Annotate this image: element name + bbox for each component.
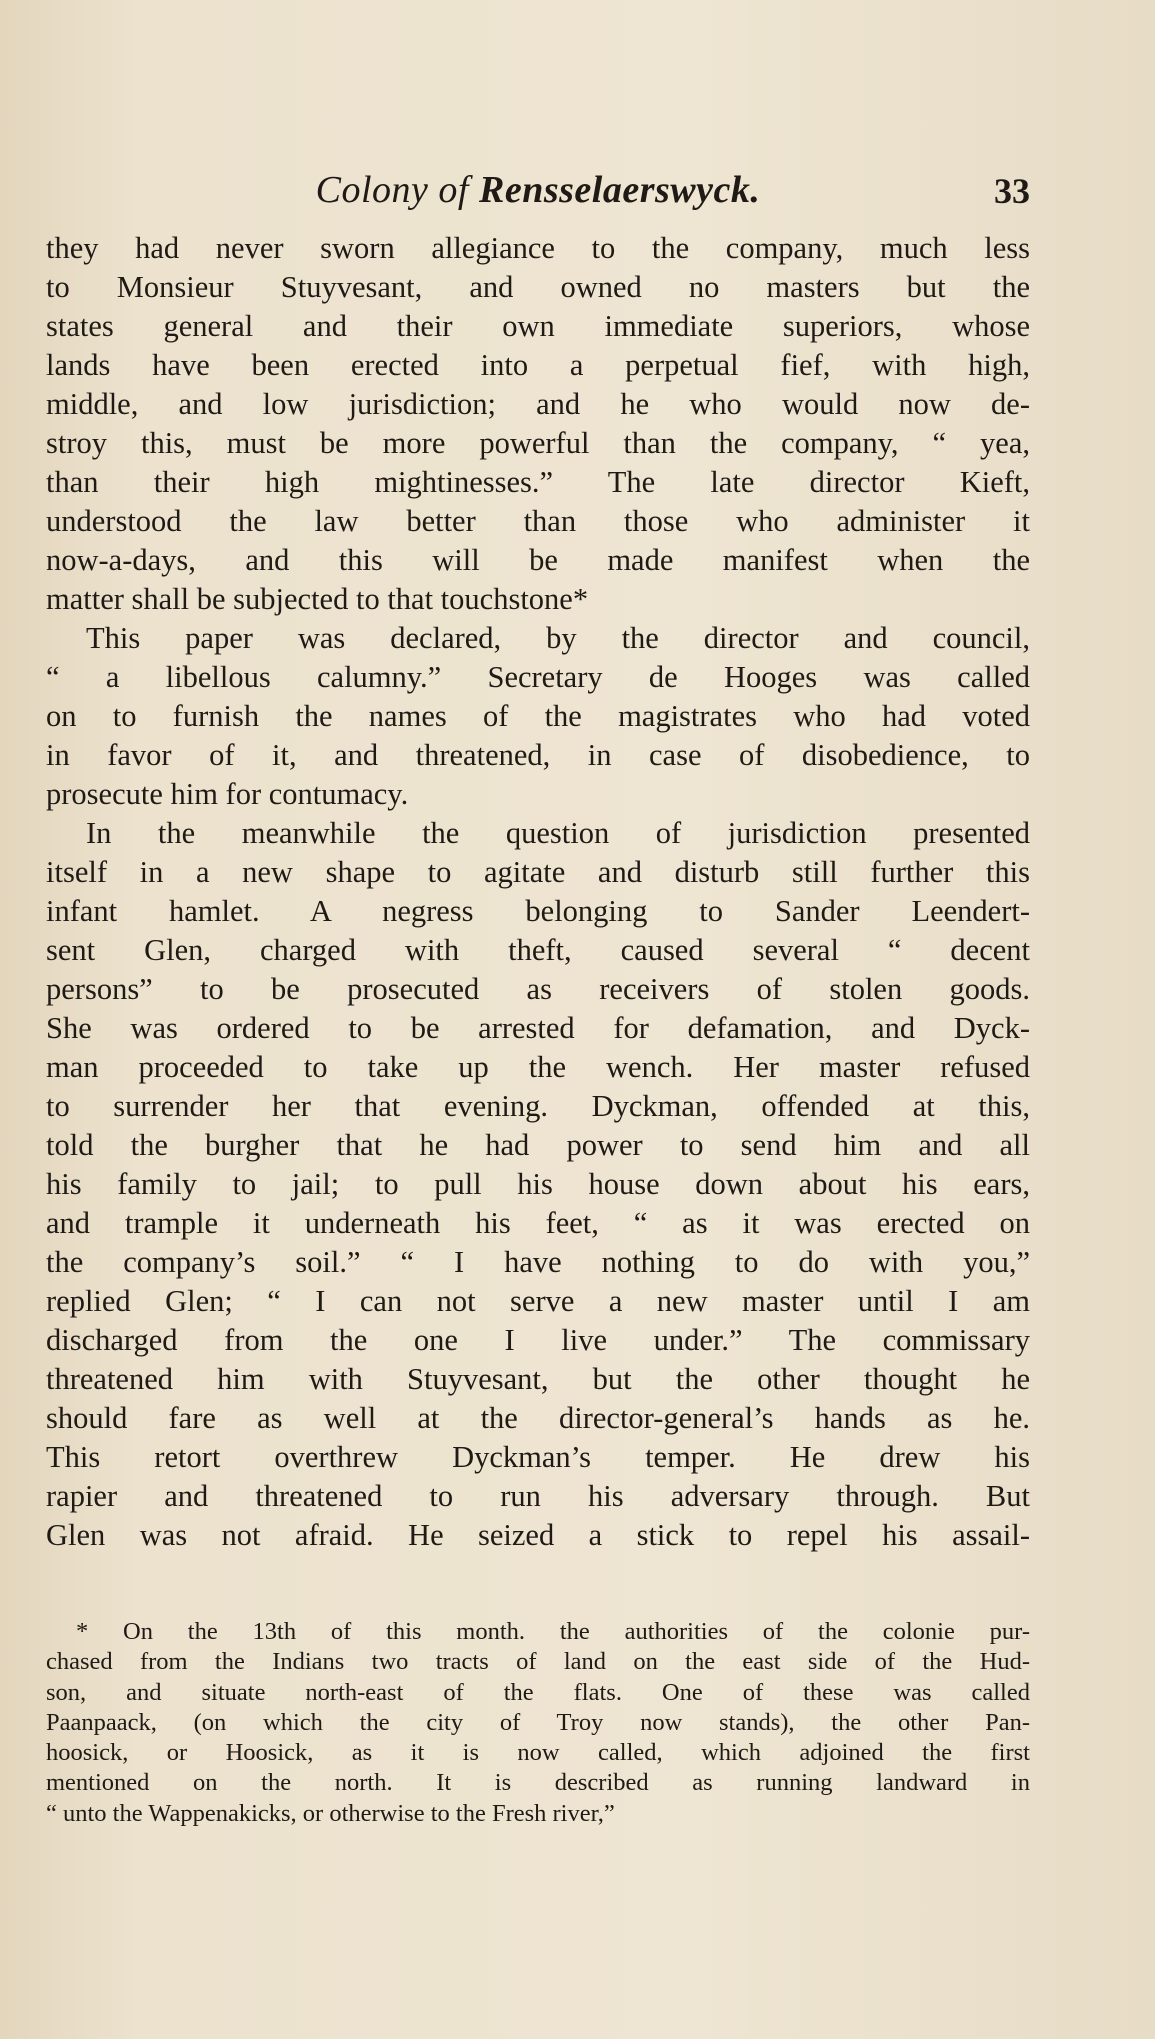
body-line: matter shall be subjected to that touchstone* (46, 582, 589, 616)
body-line: to surrender her that evening. Dyckman, offended at this, (46, 1089, 1030, 1123)
running-header (46, 168, 1030, 224)
body-line: told the burgher that he had power to send him and all (46, 1128, 1030, 1162)
body-line: middle, and low jurisdiction; and he who would now de- (46, 387, 1030, 421)
title-word-rensselaerswyck: Rensselaerswyck. (478, 169, 761, 211)
body-line: In the meanwhile the question of jurisdiction presented (86, 816, 1030, 850)
body-line: lands have been erected into a perpetual fief, with high, (46, 348, 1030, 382)
footnote-line: Paanpaack, (on which the city of Troy now stands), the other Pan- (46, 1708, 1030, 1736)
title-word-of: of (428, 169, 479, 211)
body-line: prosecute him for contumacy. (46, 777, 409, 811)
page-number: 33 (994, 171, 1030, 211)
running-title (46, 168, 1030, 212)
footnote (46, 1617, 1030, 1829)
body-line: infant hamlet. A negress belonging to Sander Leendert- (46, 894, 1030, 928)
body-line: She was ordered to be arrested for defamation, and Dyck- (46, 1011, 1030, 1045)
body-line: to Monsieur Stuyvesant, and owned no masters but the (46, 270, 1030, 304)
body-line: should fare as well at the director-general’s hands as he. (46, 1401, 1030, 1435)
body-line: Glen was not afraid. He seized a stick to repel his assail- (46, 1518, 1030, 1552)
body-line: “ a libellous calumny.” Secretary de Hooges was called (46, 660, 1030, 694)
body-line: his family to jail; to pull his house down about his ears, (46, 1167, 1030, 1201)
body-line: than their high mightinesses.” The late director Kieft, (46, 465, 1030, 499)
body-line: rapier and threatened to run his adversary through. But (46, 1479, 1030, 1513)
body-line: sent Glen, charged with theft, caused several “ decent (46, 933, 1030, 967)
body-line: threatened him with Stuyvesant, but the other thought he (46, 1362, 1030, 1396)
body-line: now-a-days, and this will be made manifest when the (46, 543, 1030, 577)
body-line: persons” to be prosecuted as receivers of stolen goods. (46, 972, 1030, 1006)
body-line: This paper was declared, by the director and council, (86, 621, 1030, 655)
body-line: on to furnish the names of the magistrates who had voted (46, 699, 1030, 733)
footnote-line: * On the 13th of this month. the authorities of the colonie pur- (76, 1618, 1030, 1645)
footnote-line: mentioned on the north. It is described as running landward in (46, 1769, 1030, 1797)
body-line: This retort overthrew Dyckman’s temper. He drew his (46, 1440, 1030, 1474)
footnote-line: “ unto the Wappenakicks, or otherwise to the Fresh river,” (46, 1799, 615, 1827)
title-word-colony: Colony (315, 169, 429, 211)
body-line: man proceeded to take up the wench. Her master refused (46, 1050, 1030, 1084)
footnote-line: chased from the Indians two tracts of land on the east side of the Hud- (46, 1648, 1030, 1676)
body-text (46, 229, 1030, 1555)
body-line: states general and their own immediate superiors, whose (46, 309, 1030, 343)
footnote-line: son, and situate north-east of the flats. One of these was called (46, 1678, 1030, 1706)
body-line: stroy this, must be more powerful than the company, “ yea, (46, 426, 1030, 460)
footnote-line: hoosick, or Hoosick, as it is now called, which adjoined the first (46, 1739, 1030, 1767)
body-line: and trample it underneath his feet, “ as it was erected on (46, 1206, 1030, 1240)
body-line: replied Glen; “ I can not serve a new master until I am (46, 1284, 1030, 1318)
body-line: understood the law better than those who administer it (46, 504, 1030, 538)
body-line: the company’s soil.” “ I have nothing to do with you,” (46, 1245, 1030, 1279)
body-line: discharged from the one I live under.” The commissary (46, 1323, 1030, 1357)
body-line: in favor of it, and threatened, in case of disobedience, to (46, 738, 1030, 772)
body-line: they had never sworn allegiance to the company, much less (46, 231, 1030, 265)
body-line: itself in a new shape to agitate and disturb still further this (46, 855, 1030, 889)
